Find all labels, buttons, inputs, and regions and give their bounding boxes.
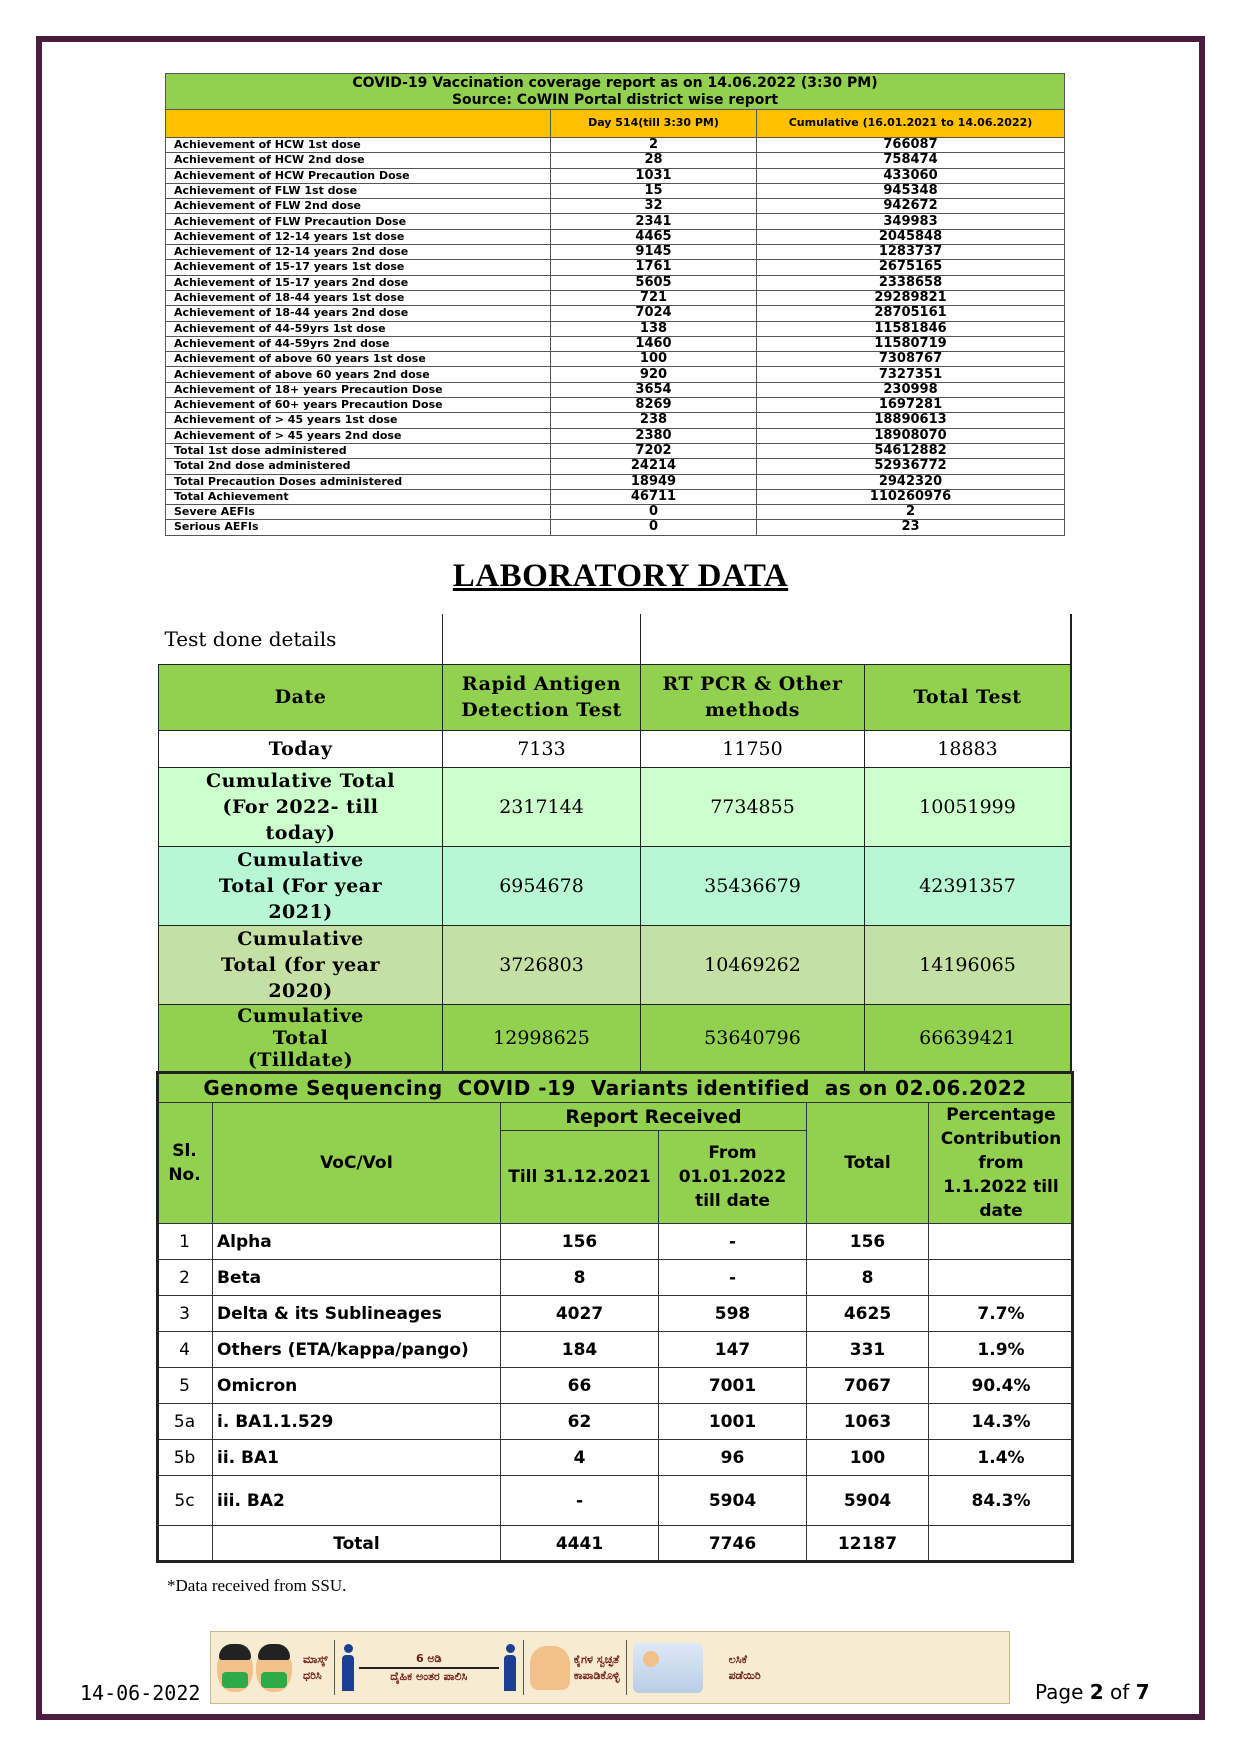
vaccination-row-cumulative: 2338658 bbox=[757, 275, 1065, 290]
genome-cell-total: 5904 bbox=[807, 1476, 929, 1526]
masked-face-icon bbox=[256, 1644, 292, 1692]
vaccination-row bbox=[166, 474, 1065, 489]
lab-cell-rapid: 3726803 bbox=[443, 925, 641, 1004]
vaccination-row-label: Achievement of > 45 years 1st dose bbox=[166, 413, 551, 428]
vaccination-table bbox=[165, 73, 1065, 536]
vaccination-row-label: Achievement of 12-14 years 2nd dose bbox=[166, 245, 551, 260]
vaccination-row-cumulative: 110260976 bbox=[757, 489, 1065, 504]
genome-row bbox=[157, 1476, 1074, 1526]
genome-cell-from: 1001 bbox=[659, 1404, 807, 1440]
vaccination-row-day: 9145 bbox=[551, 245, 757, 260]
vaccination-row bbox=[166, 245, 1065, 260]
genome-cell-from: 7001 bbox=[659, 1368, 807, 1404]
vaccination-row bbox=[166, 290, 1065, 305]
genome-cell-till: 62 bbox=[501, 1404, 659, 1440]
genome-row bbox=[157, 1260, 1074, 1296]
distance-segment bbox=[335, 1632, 523, 1703]
genome-row bbox=[157, 1332, 1074, 1368]
vaccination-row-day: 32 bbox=[551, 199, 757, 214]
vaccination-row bbox=[166, 138, 1065, 153]
vaccination-row bbox=[166, 336, 1065, 351]
vaccination-row-cumulative: 230998 bbox=[757, 382, 1065, 397]
genome-cell-total: 4625 bbox=[807, 1296, 929, 1332]
genome-cell-sl: 5a bbox=[157, 1404, 213, 1440]
vaccination-row-label: Achievement of 12-14 years 1st dose bbox=[166, 229, 551, 244]
vaccination-row-label: Achievement of 15-17 years 1st dose bbox=[166, 260, 551, 275]
genome-header-total: Total bbox=[807, 1103, 929, 1224]
hands-segment bbox=[524, 1632, 626, 1703]
genome-cell-pct: 1.4% bbox=[929, 1440, 1074, 1476]
genome-cell-till: 4 bbox=[501, 1440, 659, 1476]
vaccination-icon bbox=[633, 1643, 703, 1693]
lab-cell-total: 10051999 bbox=[865, 767, 1072, 846]
vaccination-row-cumulative: 11580719 bbox=[757, 336, 1065, 351]
genome-header-sl: Sl. No. bbox=[157, 1103, 213, 1224]
vaccination-row-day: 238 bbox=[551, 413, 757, 428]
vaccination-row-day: 920 bbox=[551, 367, 757, 382]
genome-header-percentage: Percentage Contribution from 1.1.2022 till date bbox=[929, 1103, 1074, 1224]
vaccination-row-label: Achievement of FLW 1st dose bbox=[166, 183, 551, 198]
genome-cell-name: Others (ETA/kappa/pango) bbox=[213, 1332, 501, 1368]
vaccine-text-1: ಲಸಿಕೆ bbox=[728, 1652, 747, 1666]
vaccination-row bbox=[166, 367, 1065, 382]
genome-cell-from: 598 bbox=[659, 1296, 807, 1332]
genome-cell-till: - bbox=[501, 1476, 659, 1526]
vaccination-row bbox=[166, 153, 1065, 168]
lab-cell-rtpcr: 35436679 bbox=[641, 846, 865, 925]
genome-cell-sl: 1 bbox=[157, 1224, 213, 1260]
page-total: 7 bbox=[1135, 1680, 1150, 1704]
vaccination-header-row bbox=[166, 110, 1065, 138]
page-prefix: Page bbox=[1035, 1680, 1090, 1704]
lab-cell-total: 66639421 bbox=[865, 1004, 1072, 1071]
person-icon bbox=[341, 1644, 355, 1692]
vaccination-row-cumulative: 349983 bbox=[757, 214, 1065, 229]
vaccination-header-blank bbox=[166, 110, 551, 138]
genome-cell-pct: 84.3% bbox=[929, 1476, 1074, 1526]
genome-cell-pct: 7.7% bbox=[929, 1296, 1074, 1332]
genome-cell-till: 66 bbox=[501, 1368, 659, 1404]
vaccination-row-label: Total 2nd dose administered bbox=[166, 459, 551, 474]
vaccination-row-day: 3654 bbox=[551, 382, 757, 397]
lab-cell-rapid: 2317144 bbox=[443, 767, 641, 846]
vaccination-row-cumulative: 29289821 bbox=[757, 290, 1065, 305]
vaccination-row bbox=[166, 321, 1065, 336]
vaccination-row-cumulative: 433060 bbox=[757, 168, 1065, 183]
vaccination-row-day: 2380 bbox=[551, 428, 757, 443]
vaccination-row bbox=[166, 443, 1065, 458]
vaccination-row bbox=[166, 214, 1065, 229]
vaccination-row-day: 100 bbox=[551, 352, 757, 367]
vaccination-row-day: 0 bbox=[551, 520, 757, 535]
vaccination-row-cumulative: 1283737 bbox=[757, 245, 1065, 260]
lab-row-label: Cumulative Total (for year 2020) bbox=[159, 925, 443, 1004]
vaccination-row-day: 7202 bbox=[551, 443, 757, 458]
vaccination-row-cumulative: 758474 bbox=[757, 153, 1065, 168]
vaccination-row-label: Achievement of above 60 years 2nd dose bbox=[166, 367, 551, 382]
genome-cell-pct bbox=[929, 1260, 1074, 1296]
genome-cell-total: 156 bbox=[807, 1224, 929, 1260]
lab-row-label: Cumulative Total (For year 2021) bbox=[159, 846, 443, 925]
genome-cell-total: 8 bbox=[807, 1260, 929, 1296]
vaccination-row-label: Achievement of above 60 years 1st dose bbox=[166, 352, 551, 367]
laboratory-table bbox=[158, 614, 1072, 1119]
genome-title-row bbox=[157, 1073, 1074, 1103]
lab-cell-rtpcr: 11750 bbox=[641, 730, 865, 767]
genome-cell-sl: 3 bbox=[157, 1296, 213, 1332]
genome-cell-total: 100 bbox=[807, 1440, 929, 1476]
person-icon bbox=[503, 1644, 517, 1692]
vaccination-row-day: 1761 bbox=[551, 260, 757, 275]
vaccination-row-day: 7024 bbox=[551, 306, 757, 321]
lab-cell-rtpcr: 7734855 bbox=[641, 767, 865, 846]
vaccination-row bbox=[166, 199, 1065, 214]
genome-total-blank bbox=[157, 1526, 213, 1562]
lab-cell-rtpcr: 10469262 bbox=[641, 925, 865, 1004]
genome-body bbox=[157, 1224, 1074, 1526]
vaccination-row-day: 24214 bbox=[551, 459, 757, 474]
vaccination-row-cumulative: 54612882 bbox=[757, 443, 1065, 458]
vaccination-row-day: 8269 bbox=[551, 398, 757, 413]
lab-row-2022 bbox=[159, 767, 1072, 846]
lab-row-tilldate bbox=[159, 1004, 1072, 1071]
lab-cell-total: 18883 bbox=[865, 730, 1072, 767]
vaccination-row-label: Severe AEFIs bbox=[166, 505, 551, 520]
genome-cell-from: - bbox=[659, 1260, 807, 1296]
vaccination-row-day: 28 bbox=[551, 153, 757, 168]
vaccination-row bbox=[166, 428, 1065, 443]
genome-cell-name: iii. BA2 bbox=[213, 1476, 501, 1526]
vaccination-row-day: 138 bbox=[551, 321, 757, 336]
vaccination-row-label: Achievement of 44-59yrs 1st dose bbox=[166, 321, 551, 336]
genome-row bbox=[157, 1404, 1074, 1440]
hands-text-2: ಕಾಪಾಡಿಕೊಳ್ಳಿ bbox=[573, 1668, 620, 1682]
laboratory-heading: LABORATORY DATA bbox=[452, 558, 789, 594]
genome-row bbox=[157, 1368, 1074, 1404]
vaccination-row-cumulative: 2045848 bbox=[757, 229, 1065, 244]
vaccination-title-line-1: COVID-19 Vaccination coverage report as on 14.06.2022 (3:30 PM) bbox=[352, 74, 878, 91]
genome-cell-pct: 1.9% bbox=[929, 1332, 1074, 1368]
vaccination-row-day: 2 bbox=[551, 138, 757, 153]
vaccination-row-label: Achievement of > 45 years 2nd dose bbox=[166, 428, 551, 443]
vaccination-row-cumulative: 945348 bbox=[757, 183, 1065, 198]
lab-header-row bbox=[159, 664, 1072, 730]
genome-cell-name: i. BA1.1.529 bbox=[213, 1404, 501, 1440]
vaccination-row-label: Total 1st dose administered bbox=[166, 443, 551, 458]
lab-row-label: Cumulative Total (Tilldate) bbox=[159, 1004, 443, 1071]
genome-cell-sl: 4 bbox=[157, 1332, 213, 1368]
vaccination-row-label: Total Achievement bbox=[166, 489, 551, 504]
vaccination-row bbox=[166, 275, 1065, 290]
genome-cell-total: 1063 bbox=[807, 1404, 929, 1440]
vaccination-row-label: Achievement of FLW Precaution Dose bbox=[166, 214, 551, 229]
genome-cell-name: Beta bbox=[213, 1260, 501, 1296]
lab-section-blank-2 bbox=[641, 614, 1072, 664]
lab-header-total: Total Test bbox=[865, 664, 1072, 730]
vaccination-row bbox=[166, 168, 1065, 183]
footer-date: 14-06-2022 bbox=[80, 1681, 201, 1705]
genome-cell-from: 5904 bbox=[659, 1476, 807, 1526]
genome-cell-name: Alpha bbox=[213, 1224, 501, 1260]
lab-header-rtpcr: RT PCR & Other methods bbox=[641, 664, 865, 730]
vaccination-row-cumulative: 52936772 bbox=[757, 459, 1065, 474]
vaccination-row-label: Achievement of 18-44 years 2nd dose bbox=[166, 306, 551, 321]
double-arrow-icon bbox=[359, 1667, 499, 1669]
vaccine-text-2: ಪಡೆಯಿರಿ bbox=[728, 1668, 761, 1682]
vaccination-row bbox=[166, 459, 1065, 474]
mask-segment bbox=[211, 1632, 334, 1703]
vaccination-row-day: 15 bbox=[551, 183, 757, 198]
genome-cell-sl: 5c bbox=[157, 1476, 213, 1526]
vaccination-row-cumulative: 18890613 bbox=[757, 413, 1065, 428]
genome-cell-total: 7067 bbox=[807, 1368, 929, 1404]
vaccination-title bbox=[166, 74, 1065, 110]
vaccination-row-day: 5605 bbox=[551, 275, 757, 290]
vaccination-row-day: 721 bbox=[551, 290, 757, 305]
footnote: *Data received from SSU. bbox=[167, 1576, 347, 1595]
genome-title: Genome Sequencing COVID -19 Variants identified as on 02.06.2022 bbox=[157, 1073, 1074, 1103]
vaccination-row-label: Total Precaution Doses administered bbox=[166, 474, 551, 489]
genome-cell-name: Omicron bbox=[213, 1368, 501, 1404]
lab-row-2021 bbox=[159, 846, 1072, 925]
vaccination-row-cumulative: 766087 bbox=[757, 138, 1065, 153]
lab-header-rapid: Rapid Antigen Detection Test bbox=[443, 664, 641, 730]
genome-cell-sl: 2 bbox=[157, 1260, 213, 1296]
vaccine-segment bbox=[627, 1632, 767, 1703]
vaccination-row-label: Achievement of 44-59yrs 2nd dose bbox=[166, 336, 551, 351]
vaccination-row-label: Achievement of HCW 1st dose bbox=[166, 138, 551, 153]
covid-awareness-banner bbox=[210, 1631, 1010, 1704]
lab-row-label: Today bbox=[159, 730, 443, 767]
vaccination-body bbox=[166, 138, 1065, 536]
lab-section-label: Test done details bbox=[159, 614, 443, 664]
genome-total-label: Total bbox=[213, 1526, 501, 1562]
vaccination-row-label: Serious AEFIs bbox=[166, 520, 551, 535]
vaccination-row-label: Achievement of 15-17 years 2nd dose bbox=[166, 275, 551, 290]
vaccination-header-cumulative: Cumulative (16.01.2021 to 14.06.2022) bbox=[757, 110, 1065, 138]
vaccination-row-label: Achievement of 18+ years Precaution Dose bbox=[166, 382, 551, 397]
genome-total-till: 4441 bbox=[501, 1526, 659, 1562]
vaccination-row-day: 1460 bbox=[551, 336, 757, 351]
lab-row-label: Cumulative Total (For 2022- till today) bbox=[159, 767, 443, 846]
vaccination-row bbox=[166, 489, 1065, 504]
lab-row-today bbox=[159, 730, 1072, 767]
genome-cell-pct bbox=[929, 1224, 1074, 1260]
mask-text-2: ಧರಿಸಿ bbox=[303, 1668, 322, 1682]
lab-row-2020 bbox=[159, 925, 1072, 1004]
vaccination-row bbox=[166, 306, 1065, 321]
vaccination-row-label: Achievement of FLW 2nd dose bbox=[166, 199, 551, 214]
vaccination-row bbox=[166, 505, 1065, 520]
vaccination-row bbox=[166, 520, 1065, 535]
genome-total-row bbox=[157, 1526, 1074, 1562]
vaccination-row-cumulative: 1697281 bbox=[757, 398, 1065, 413]
genome-header-from: From 01.01.2022 till date bbox=[659, 1131, 807, 1224]
vaccination-row bbox=[166, 183, 1065, 198]
genome-total-pct-blank bbox=[929, 1526, 1074, 1562]
vaccination-row-cumulative: 28705161 bbox=[757, 306, 1065, 321]
vaccination-row-cumulative: 7327351 bbox=[757, 367, 1065, 382]
genome-cell-pct: 90.4% bbox=[929, 1368, 1074, 1404]
lab-cell-rtpcr: 53640796 bbox=[641, 1004, 865, 1071]
page-of: of bbox=[1103, 1680, 1136, 1704]
vaccination-row-cumulative: 942672 bbox=[757, 199, 1065, 214]
genome-table bbox=[156, 1071, 1074, 1562]
lab-section-blank-1 bbox=[443, 614, 641, 664]
vaccination-row bbox=[166, 352, 1065, 367]
lab-cell-total: 14196065 bbox=[865, 925, 1072, 1004]
vaccination-row-cumulative: 2942320 bbox=[757, 474, 1065, 489]
vaccination-row-cumulative: 2 bbox=[757, 505, 1065, 520]
mask-text-1: ಮಾಸ್ಕ್ bbox=[303, 1652, 328, 1666]
vaccination-row bbox=[166, 413, 1065, 428]
genome-cell-total: 331 bbox=[807, 1332, 929, 1368]
vaccination-row bbox=[166, 398, 1065, 413]
vaccination-row-cumulative: 11581846 bbox=[757, 321, 1065, 336]
genome-header-till: Till 31.12.2021 bbox=[501, 1131, 659, 1224]
vaccination-title-line-2: Source: CoWIN Portal district wise report bbox=[451, 91, 779, 108]
distance-top-text: 6 ಅಡಿ bbox=[415, 1651, 442, 1665]
vaccination-row-day: 2341 bbox=[551, 214, 757, 229]
genome-cell-sl: 5b bbox=[157, 1440, 213, 1476]
genome-cell-till: 184 bbox=[501, 1332, 659, 1368]
vaccination-row-cumulative: 23 bbox=[757, 520, 1065, 535]
vaccination-row-day: 18949 bbox=[551, 474, 757, 489]
genome-row bbox=[157, 1440, 1074, 1476]
vaccination-row bbox=[166, 382, 1065, 397]
footer-page-number bbox=[1035, 1680, 1150, 1704]
vaccination-title-row bbox=[166, 74, 1065, 110]
lab-cell-rapid: 6954678 bbox=[443, 846, 641, 925]
genome-cell-name: Delta & its Sublineages bbox=[213, 1296, 501, 1332]
genome-total-from: 7746 bbox=[659, 1526, 807, 1562]
genome-cell-from: - bbox=[659, 1224, 807, 1260]
genome-row bbox=[157, 1296, 1074, 1332]
lab-cell-rapid: 7133 bbox=[443, 730, 641, 767]
vaccination-header-day: Day 514(till 3:30 PM) bbox=[551, 110, 757, 138]
genome-cell-from: 96 bbox=[659, 1440, 807, 1476]
vaccination-row-label: Achievement of HCW 2nd dose bbox=[166, 153, 551, 168]
genome-cell-from: 147 bbox=[659, 1332, 807, 1368]
vaccination-row-day: 46711 bbox=[551, 489, 757, 504]
hands-text-1: ಕೈಗಳ ಸ್ವಚ್ಛತೆ bbox=[573, 1652, 620, 1666]
vaccination-row-cumulative: 2675165 bbox=[757, 260, 1065, 275]
genome-row bbox=[157, 1224, 1074, 1260]
vaccination-row bbox=[166, 229, 1065, 244]
lab-cell-total: 42391357 bbox=[865, 846, 1072, 925]
genome-cell-pct: 14.3% bbox=[929, 1404, 1074, 1440]
vaccination-row-day: 0 bbox=[551, 505, 757, 520]
genome-cell-sl: 5 bbox=[157, 1368, 213, 1404]
genome-header-voc: VoC/VoI bbox=[213, 1103, 501, 1224]
vaccination-row-label: Achievement of HCW Precaution Dose bbox=[166, 168, 551, 183]
page-current: 2 bbox=[1089, 1680, 1104, 1704]
genome-cell-till: 8 bbox=[501, 1260, 659, 1296]
vaccination-row-label: Achievement of 18-44 years 1st dose bbox=[166, 290, 551, 305]
vaccination-row-cumulative: 7308767 bbox=[757, 352, 1065, 367]
masked-face-icon bbox=[217, 1644, 253, 1692]
vaccination-row-day: 4465 bbox=[551, 229, 757, 244]
lab-section-row bbox=[159, 614, 1072, 664]
vaccination-row-label: Achievement of 60+ years Precaution Dose bbox=[166, 398, 551, 413]
genome-cell-till: 156 bbox=[501, 1224, 659, 1260]
vaccination-row-cumulative: 18908070 bbox=[757, 428, 1065, 443]
genome-header-row-1 bbox=[157, 1103, 1074, 1131]
lab-cell-rapid: 12998625 bbox=[443, 1004, 641, 1071]
genome-cell-till: 4027 bbox=[501, 1296, 659, 1332]
lab-header-date: Date bbox=[159, 664, 443, 730]
washing-hands-icon bbox=[530, 1646, 570, 1690]
genome-header-report: Report Received bbox=[501, 1103, 807, 1131]
genome-total-total: 12187 bbox=[807, 1526, 929, 1562]
genome-cell-name: ii. BA1 bbox=[213, 1440, 501, 1476]
vaccination-row-day: 1031 bbox=[551, 168, 757, 183]
distance-bottom-text: ದೈಹಿಕ ಅಂತರ ಪಾಲಿಸಿ bbox=[390, 1669, 468, 1683]
vaccination-row bbox=[166, 260, 1065, 275]
